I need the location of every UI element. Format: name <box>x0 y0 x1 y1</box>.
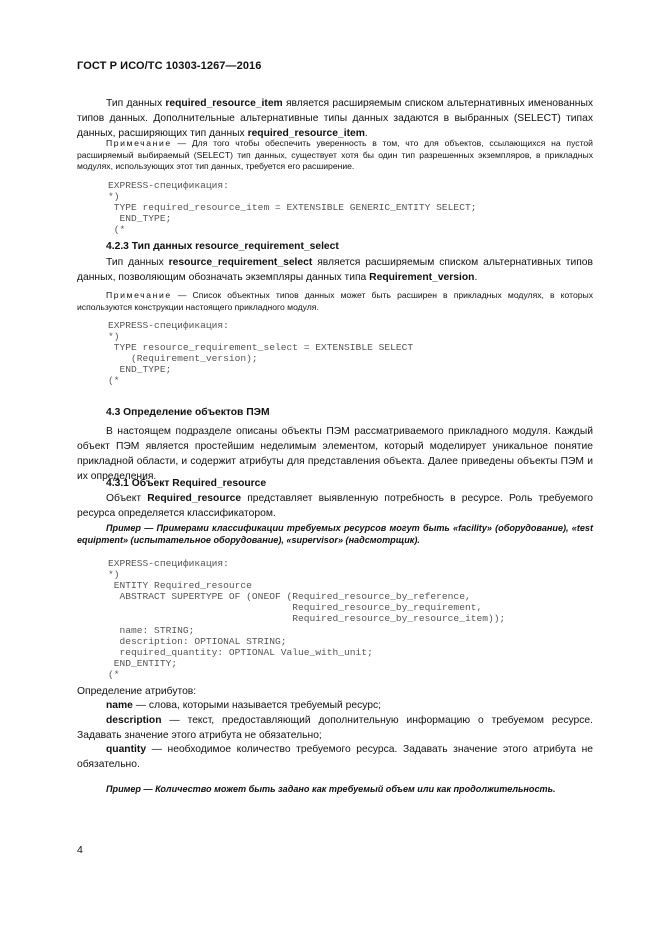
term-resource-requirement-select: resource_requirement_select <box>168 257 313 268</box>
section-heading-4-3: 4.3 Определение объектов ПЭМ <box>106 407 270 418</box>
paragraph-required-resource-item: Тип данных required_resource_item является расширяемым списком альтернативных именованных типов данных. Дополнительные альтернативные типы данных задаются в выбранных (SELECT) типах данных, расширяющих тип данных required_resource_item. <box>77 98 593 139</box>
note-label: Примечание <box>106 138 172 148</box>
document-header: ГОСТ Р ИСО/ТС 10303-1267—2016 <box>77 60 262 72</box>
term-required-resource: Required_resource <box>147 493 242 504</box>
attribute-term: name <box>106 700 133 711</box>
express-code-required-resource-item: EXPRESS-спецификация: *) TYPE required_resource_item = EXTENSIBLE GENERIC_ENTITY SELECT; END_TYPE; (* <box>108 180 477 236</box>
page-number: 4 <box>77 844 83 856</box>
attribute-description: description — текст, предоставляющий дополнительную информацию о требуемом ресурсе. Задавать значение этого атрибута не обязательно; <box>77 715 593 741</box>
paragraph-required-resource: Объект Required_resource представляет выявленную потребность в ресурсе. Роль требуемого ресурса определяется классификатором. <box>77 493 593 519</box>
attribute-quantity: quantity — необходимое количество требуемого ресурса. Задавать значение этого атрибута не обязательно. <box>77 744 593 770</box>
paragraph-resource-requirement-select: Тип данных resource_requirement_select является расширяемым списком альтернативных типов данных, позволяющим обозначать экземпляры данных типа Requirement_version. <box>77 257 593 283</box>
attribute-name: name — слова, которыми называется требуемый ресурс; <box>106 700 382 711</box>
example-2: Пример — Количество может быть задано как требуемый объем или как продолжительность. <box>106 784 556 794</box>
term-required-resource-item-2: required_resource_item <box>247 128 365 139</box>
section-heading-4-2-3: 4.2.3 Тип данных resource_requirement_select <box>106 241 339 252</box>
express-code-resource-requirement-select: EXPRESS-спецификация: *) TYPE resource_requirement_select = EXTENSIBLE SELECT (Requirement_version); END_TYPE; (* <box>108 320 414 387</box>
express-code-required-resource: EXPRESS-спецификация: *) ENTITY Required_resource ABSTRACT SUPERTYPE OF (ONEOF (Required_resource_by_reference, Required_resource_by_requirement, Required_resource_by_resource_item)); name: STRING; description: OPTIONAL STRING; required_quantity: OPTIONAL Value_with_unit; END_ENTITY; (* <box>108 558 506 680</box>
note-label: Примечание <box>106 290 172 300</box>
attribute-term: quantity <box>106 744 147 755</box>
term-requirement-version: Requirement_version <box>369 272 475 283</box>
note-2: Примечание — Список объектных типов данных может быть расширен в прикладных модулях, в которых используются конструкции настоящего прикладного модуля. <box>77 290 593 312</box>
example-1: Пример — Примерами классификации требуемых ресурсов могут быть «facility» (оборудование), «test equipment» (испытательное оборудование), «supervisor» (надсмотрщик). <box>77 523 593 545</box>
note-1: Примечание — Для того чтобы обеспечить уверенность в том, что для объектов, ссылающихся на пустой расширяемый выбираемый (SELECT) тип данных, существует хотя бы один тип разрешенных экземпляров, в прикладных модулях, использующих этот тип данных, требуется его расширение. <box>77 138 593 172</box>
term-required-resource-item: required_resource_item <box>165 98 283 109</box>
attribute-term: description <box>106 715 162 726</box>
attributes-intro: Определение атрибутов: <box>77 686 197 697</box>
paragraph-arm-objects: В настоящем подразделе описаны объекты ПЭМ рассматриваемого прикладного модуля. Каждый объект ПЭМ является простейшим неделимым элементом, который моделирует уникальное понятие прикладной области, и содержит атрибуты для представления объекта. Далее приведены объекты ПЭМ и их определения. <box>77 426 593 482</box>
section-heading-4-3-1: 4.3.1 Объект Required_resource <box>106 478 267 489</box>
